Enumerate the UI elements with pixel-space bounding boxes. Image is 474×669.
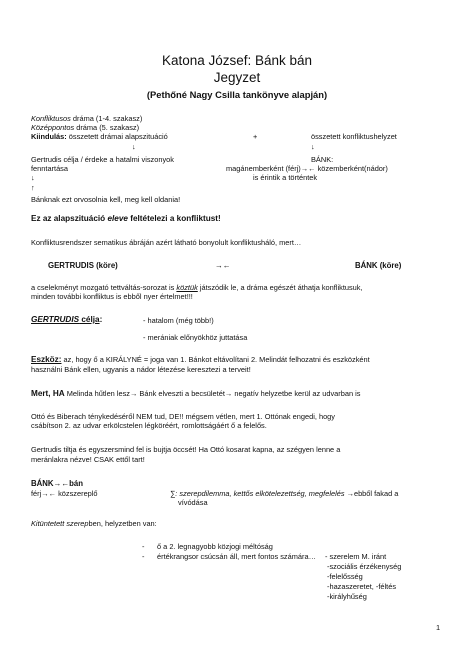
conflict-arrows-icon: →← [215,261,231,270]
structure-line-5-mid: magánemberként (férj)→← közemberként(nádor) [226,164,388,173]
structure-line-3: Kiindulás: összetett drámai alapszituáció [31,132,168,141]
document-source: (Pethőné Nagy Csilla tankönyve alapján) [146,89,328,100]
gertrudis-label: GERTRUDIS (köre) [48,261,118,270]
goal-heading: GERTRUDIS célja: [31,315,103,324]
bank-role-line: férj→← közszereplő [31,489,98,498]
page-number: 1 [436,623,441,632]
otto-line-1: Ottó és Biberach ténykedéséről NEM tud, DE!! mégsem vétlen, mert 1. Ottónak engedi, hogy [31,412,335,421]
structure-line-2: Középpontos dráma (5. szakasz) [31,123,140,132]
list-item-right-5: -királyhűség [327,592,367,601]
conflict-heading: Ez az alapszituáció eleve feltételezi a konfliktust! [31,214,221,223]
bank-label: BÁNK (köre) [355,261,402,270]
list-item-right-2: -szociális érzékenység [327,562,402,571]
gertrudis-line-1: Gertrudis tiltja és egyszersmind fel is bujtja öccsét! Ha Ottó kosarat kapna, az szégyen lenne a [31,445,341,454]
gertrudis-line-2: meránlakra nézve! CSAK ettől tart! [31,455,145,464]
conflict-paragraph-line-2: minden további konfliktus is ebből nyer értelmet!!! [31,292,193,301]
document-subtitle: Jegyzet [213,70,261,85]
role-line: Kitüntetett szerepben, helyzetben van: [31,519,157,528]
list-item-right-1: - szerelem M. iránt [325,552,387,561]
arrow-down-icon: ↓ [31,173,35,182]
structure-line-3-right: összetett konfliktushelyzet [311,132,397,141]
bank-summary-line-1: ∑: szerepdilemma, kettős elkötelezettség, megfelelés →ebből fakad a [170,489,399,498]
tool-line-2: használni Bánk ellen, ugyanis a nádor létezése keresztezi a terveit! [31,365,251,374]
document-title: Katona József: Bánk bán [161,53,313,68]
conflict-paragraph-line-1: a cselekményt mozgató tettváltás-sorozat is köztük játszódik le, a dráma egészét áthatja konfliktusuk, [31,283,363,292]
list-item-left-2: értékrangsor csúcsán áll, mert fontos számára… [157,552,316,561]
bank-ban-label: BÁNK→←bán [31,479,83,488]
list-item-left-1: ő a 2. legnagyobb közjogi méltóság [157,542,273,551]
list-item-right-4: -hazaszeretet, -féltés [327,582,397,591]
list-item-right-3: -felelősség [327,572,363,581]
tool-line-1: Eszköz: az, hogy ő a KIRÁLYNÉ = joga van 1. Bánkot eltávolítani 2. Melindát felhozatni és eszközként [31,355,370,364]
arrow-down-icon: ↓ [311,142,315,151]
mert-line: Mert, HA Melinda hűtlen lesz→ Bánk elveszti a becsületét→ negatív helyzetbe kerül az udvarban is [31,389,361,398]
list-bullet: - [142,542,145,551]
conflict-intro: Konfliktusrendszer sematikus ábráján azért látható bonyolult konfliktusháló, mert… [31,238,302,247]
bank-summary-line-2: vívódása [178,498,208,507]
list-bullet: - [142,552,145,561]
plus-sign: + [253,132,258,141]
structure-line-6: is érintik a történtek [253,173,318,182]
otto-line-2: csábítson 2. az udvar erkölcstelen légköréért, romlottságáért ő a felelős. [31,421,267,430]
structure-line-7: Bánknak ezt orvosolnia kell, meg kell oldania! [31,195,181,204]
arrow-up-icon: ↑ [31,183,35,192]
goal-item-1: - hatalom (még több!) [143,316,214,325]
goal-item-2: - merániak előnyökhöz juttatása [143,333,248,342]
structure-line-1: Konfliktusos dráma (1-4. szakasz) [31,114,143,123]
arrow-down-icon: ↓ [132,142,136,151]
structure-line-5: fenntartása [31,164,68,173]
structure-line-4-right: BÁNK: [311,155,334,164]
structure-line-4: Gertrudis célja / érdeke a hatalmi viszonyok [31,155,174,164]
